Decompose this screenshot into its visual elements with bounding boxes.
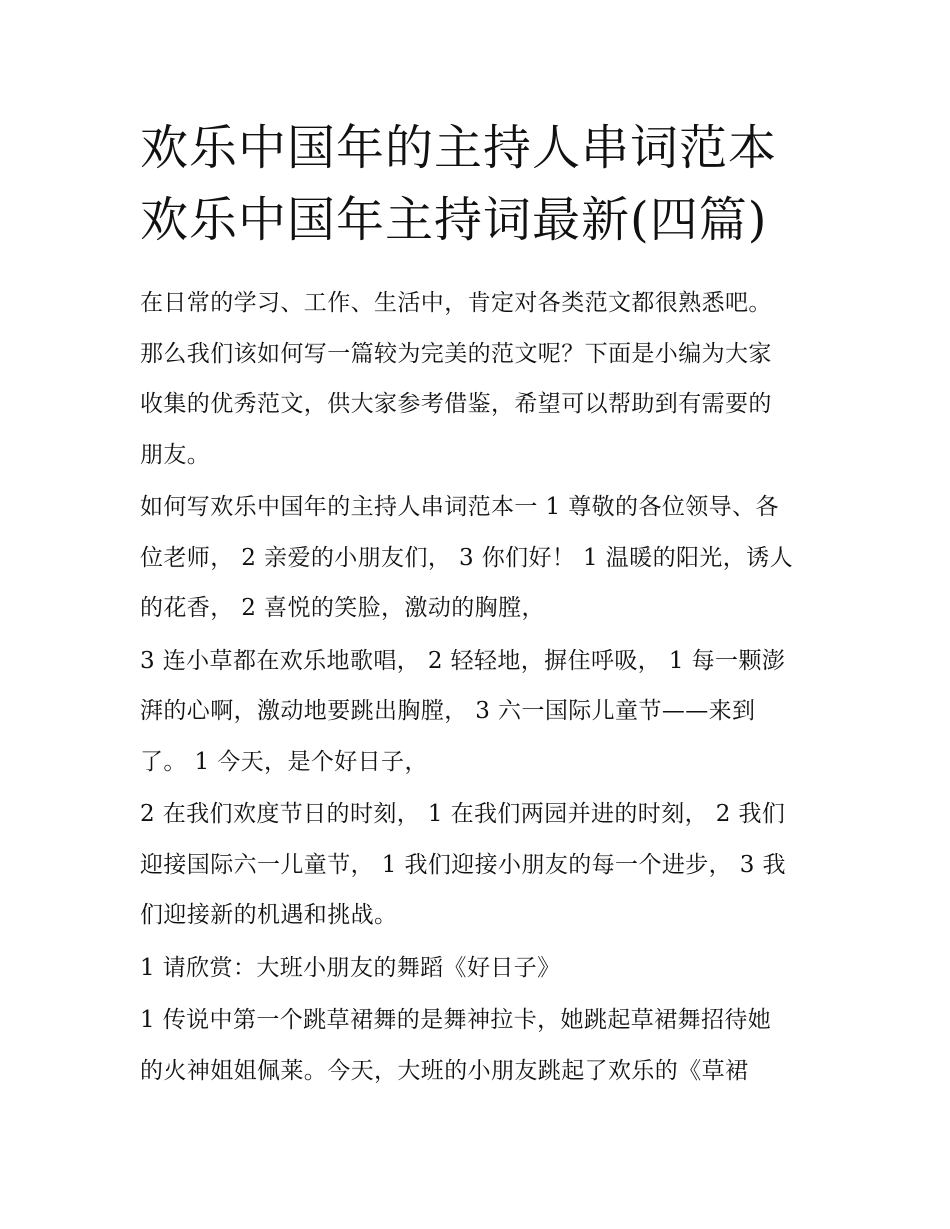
text-line: 位老师， 2 亲爱的小朋友们， 3 你们好！ 1 温暖的阳光，诱人 bbox=[140, 544, 793, 571]
text-line: 1 传说中第一个跳草裙舞的是舞神拉卡，她跳起草裙舞招待她 bbox=[140, 1007, 772, 1033]
paragraph-sample-one bbox=[140, 482, 820, 634]
document-title bbox=[140, 112, 820, 256]
paragraph-dance-intro bbox=[140, 943, 820, 994]
text-line: 朋友。 bbox=[140, 441, 211, 468]
text-line: 在日常的学习、工作、生活中，肯定对各类范文都很熟悉吧。 bbox=[140, 290, 772, 316]
text-line: 3 连小草都在欢乐地歌唱， 2 轻轻地，摒住呼吸， 1 每一颗澎 bbox=[140, 647, 786, 674]
text-line: 1 请欣赏：大班小朋友的舞蹈《好日子》 bbox=[140, 954, 561, 981]
paragraph-intro bbox=[140, 278, 820, 480]
text-line: 的花香， 2 喜悦的笑脸，激动的胸膛， bbox=[140, 595, 545, 621]
document-page bbox=[140, 112, 820, 1098]
text-line: 2 在我们欢度节日的时刻， 1 在我们两园并进的时刻， 2 我们 bbox=[140, 801, 786, 827]
text-line: 湃的心啊，激动地要跳出胸膛， 3 六一国际儿童节——来到 bbox=[140, 698, 756, 724]
paragraph-grass-singing bbox=[140, 636, 820, 788]
paragraph-festival-moment bbox=[140, 789, 820, 941]
text-line: 迎接国际六一儿童节， 1 我们迎接小朋友的每一个进步， 3 我 bbox=[140, 851, 786, 878]
text-line: 了。 1 今天，是个好日子， bbox=[140, 748, 428, 775]
text-line: 如何写欢乐中国年的主持人串词范本一 1 尊敬的各位领导、各 bbox=[140, 494, 779, 520]
text-line: 的火神姐姐佩莱。今天，大班的小朋友跳起了欢乐的《草裙 bbox=[140, 1057, 749, 1084]
text-line: 们迎接新的机遇和挑战。 bbox=[140, 902, 398, 928]
text-line: 那么我们该如何写一篇较为完美的范文呢？下面是小编为大家 bbox=[140, 340, 772, 367]
paragraph-grass-skirt-dance bbox=[140, 995, 820, 1096]
title-line-2: 欢乐中国年主持词最新(四篇) bbox=[140, 192, 768, 248]
text-line: 收集的优秀范文，供大家参考借鉴，希望可以帮助到有需要的 bbox=[140, 391, 772, 417]
title-line-1: 欢乐中国年的主持人串词范本 bbox=[140, 120, 778, 176]
